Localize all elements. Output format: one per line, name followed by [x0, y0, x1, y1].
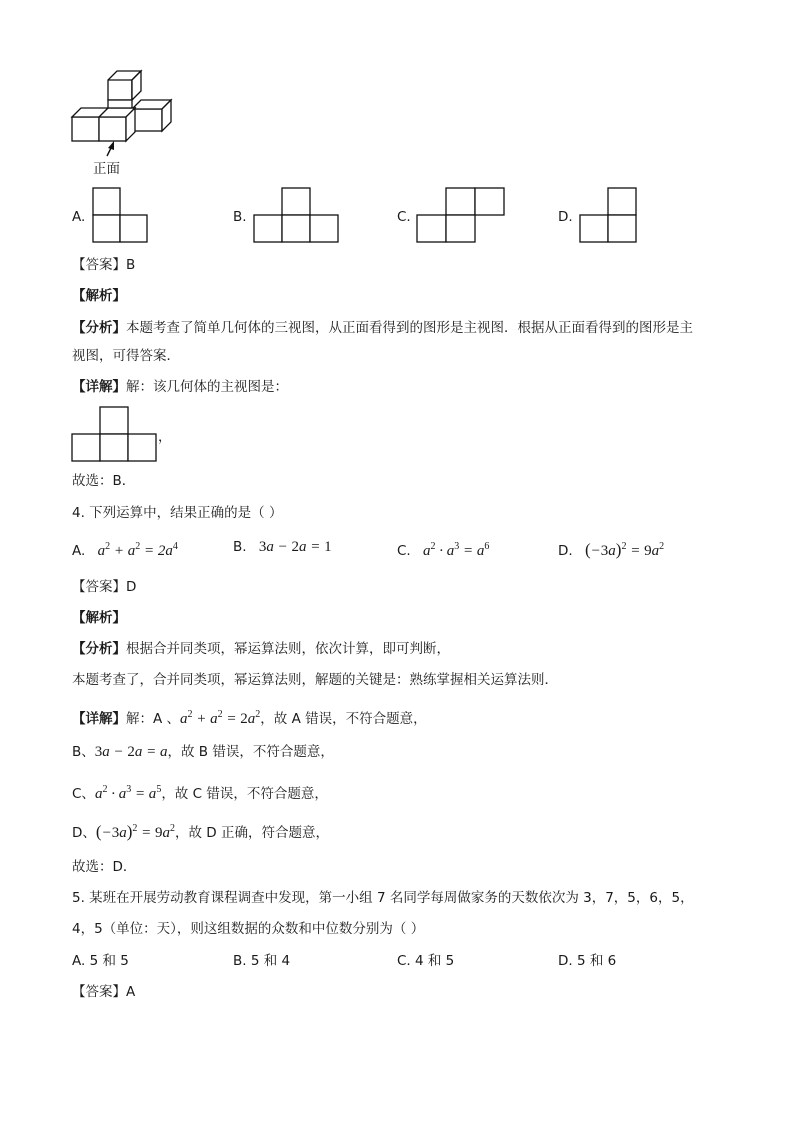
q4-detail-b-pre: B、 [72, 744, 95, 760]
q4-option-c: C. $a^2 \cdot a^3 = a^6$ [397, 541, 490, 559]
q3-fenxi-line1 [72, 319, 693, 337]
q4-fenxi-tag: 【分析】 [72, 641, 126, 657]
q4-option-b: B. 3a − 2a = 1 [233, 539, 332, 555]
q3-fenxi-tag: 【分析】 [72, 320, 126, 336]
cube-top [108, 71, 141, 100]
q5-option-c: C. 4 和 5 [397, 953, 455, 969]
q4-option-b-letter: B. [233, 539, 247, 555]
q4-fenxi-text: 根据合并同类项，幂运算法则，依次计算，即可判断， [126, 641, 450, 657]
front-arrow [107, 141, 114, 156]
q4-detail-c: C、$a^2 \cdot a^3 = a^5$，故 C 错误，不符合题意， [72, 784, 328, 802]
q4-option-c-letter: C. [397, 543, 411, 559]
q4-option-d-letter: D. [558, 543, 573, 559]
q4-detail-d-pre: D、 [72, 825, 96, 841]
q4-fenxi-line2: 本题考查了，合并同类项，幂运算法则，解题的关键是：熟练掌握相关运算法则． [72, 672, 558, 688]
cube-row-bottom [72, 100, 135, 141]
q4-detail-b: B、3a − 2a = a，故 B 错误，不符合题意， [72, 744, 334, 760]
q3-detail-tag: 【详解】 [72, 379, 126, 395]
q3-detail-text: 解：该几何体的主视图是： [126, 379, 288, 395]
q4-detail-c-pre: C、 [72, 786, 95, 802]
q4-stem: 4. 下列运算中，结果正确的是（ ） [72, 505, 283, 521]
q4-detail-tag: 【详解】 [72, 711, 126, 727]
q3-guxuan: 故选：B． [72, 473, 136, 489]
q5-stem-line2: 4，5（单位：天），则这组数据的众数和中位数分别为（ ） [72, 921, 425, 937]
option-a-letter: A. [72, 209, 86, 225]
front-label: 正面 [93, 161, 120, 177]
q4-answer: 【答案】D [72, 579, 137, 595]
option-b-letter: B. [233, 209, 247, 225]
q3-fenxi-line2: 视图，可得答案． [72, 348, 180, 364]
q4-detail-a: 【详解】解：A 、$a^2 + a^2 = 2a^2$，故 A 错误，不符合题意， [72, 709, 427, 727]
q3-detail-comma: ， [158, 429, 172, 445]
q5-answer: 【答案】A [72, 984, 136, 1000]
option-a-figure [93, 188, 153, 246]
cube-right-back [132, 100, 171, 131]
q4-guxuan: 故选：D． [72, 859, 137, 875]
q4-detail-d: D、$(-3a)^2 = 9a^2$，故 D 正确，符合题意， [72, 822, 329, 841]
q3-jiexi: 【解析】 [72, 288, 126, 304]
q3-main-view-figure [72, 407, 162, 465]
q4-detail-d-post: ，故 D 正确，符合题意， [175, 825, 329, 841]
option-c-figure [417, 188, 507, 246]
q4-option-a: A. $a^2 + a^2 = 2a^4$ [72, 541, 178, 559]
q4-detail-c-post: ，故 C 错误，不符合题意， [161, 786, 328, 802]
q4-jiexi: 【解析】 [72, 610, 126, 626]
q5-option-b: B. 5 和 4 [233, 953, 291, 969]
q5-option-d: D. 5 和 6 [558, 953, 617, 969]
q4-fenxi-line1 [72, 640, 450, 658]
option-d-letter: D. [558, 209, 573, 225]
option-d-figure [580, 188, 640, 246]
q3-fenxi-text: 本题考查了简单几何体的三视图，从正面看得到的图形是主视图．根据从正面看得到的图形是主 [126, 320, 693, 336]
q4-detail-b-post: ，故 B 错误，不符合题意， [167, 744, 334, 760]
q4-option-a-letter: A. [72, 543, 86, 559]
q5-stem-line1: 5. 某班在开展劳动教育课程调查中发现，第一小组 7 名同学每周做家务的天数依次为 3，7，5，6，5， [72, 890, 694, 906]
q3-detail-line [72, 378, 288, 396]
q4-detail-a-post: ，故 A 错误，不符合题意， [260, 711, 427, 727]
option-b-figure [254, 188, 340, 246]
q3-answer: 【答案】B [72, 257, 136, 273]
option-c-letter: C. [397, 209, 411, 225]
q4-detail-a-pre: 解：A 、 [126, 711, 181, 727]
q4-option-d: D. $(-3a)^2 = 9a^2$ [558, 540, 665, 559]
q5-option-a: A. 5 和 5 [72, 953, 129, 969]
cube-stack-figure [70, 70, 180, 150]
